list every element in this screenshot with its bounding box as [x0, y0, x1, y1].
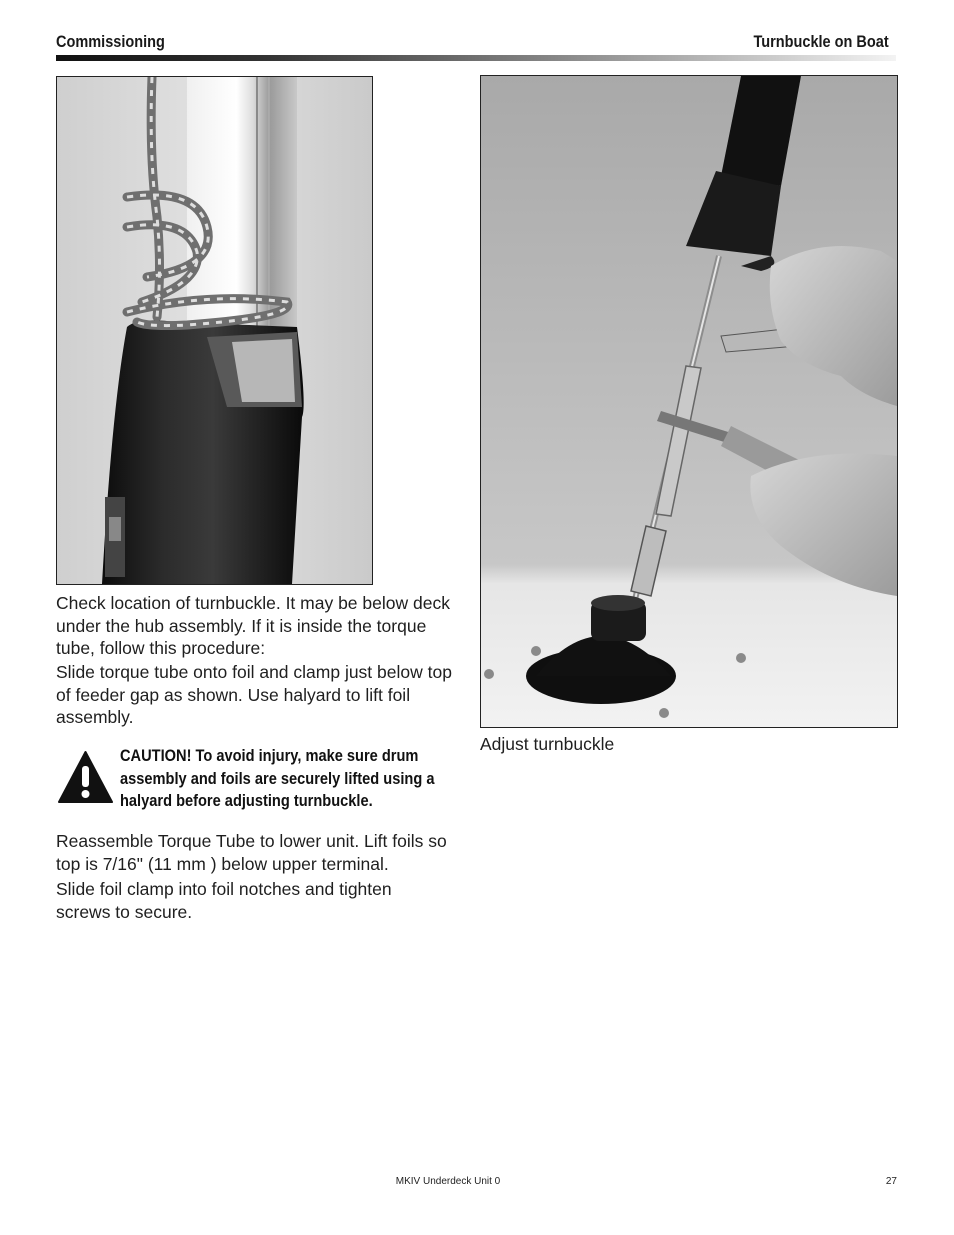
paragraph-turnbuckle-location: Check location of turnbuckle. It may be below deck under the hub assembly. If it is inside the torque tube, follow this procedure:	[56, 593, 450, 658]
paragraph-reassemble: Reassemble Torque Tube to lower unit. Lift foils so top is 7/16" (11 mm ) below upper terminal.	[56, 831, 447, 874]
torque-tube-photo	[56, 76, 373, 585]
footer-doc-title	[0, 1176, 896, 1187]
section-title: Commissioning	[56, 33, 165, 51]
page-number: 27	[885, 1176, 897, 1187]
turnbuckle-photo	[480, 75, 898, 728]
photo-caption: Adjust turnbuckle	[480, 734, 615, 754]
header-rule	[56, 55, 896, 61]
topic-title: Turnbuckle on Boat	[753, 33, 889, 51]
footer-doc-title-text: MKIV Underdeck Unit 0	[395, 1176, 501, 1187]
caution-warning: CAUTION! To avoid injury, make sure drum assembly and foils are securely lifted using a halyard before adjusting turnbuckle.	[120, 746, 435, 810]
paragraph-foil-clamp: Slide foil clamp into foil notches and tighten screws to secure.	[56, 879, 392, 922]
paragraph-slide-torque-tube: Slide torque tube onto foil and clamp just below top of feeder gap as shown. Use halyard to lift foil assembly.	[56, 662, 452, 727]
warning-triangle-icon	[57, 750, 114, 804]
